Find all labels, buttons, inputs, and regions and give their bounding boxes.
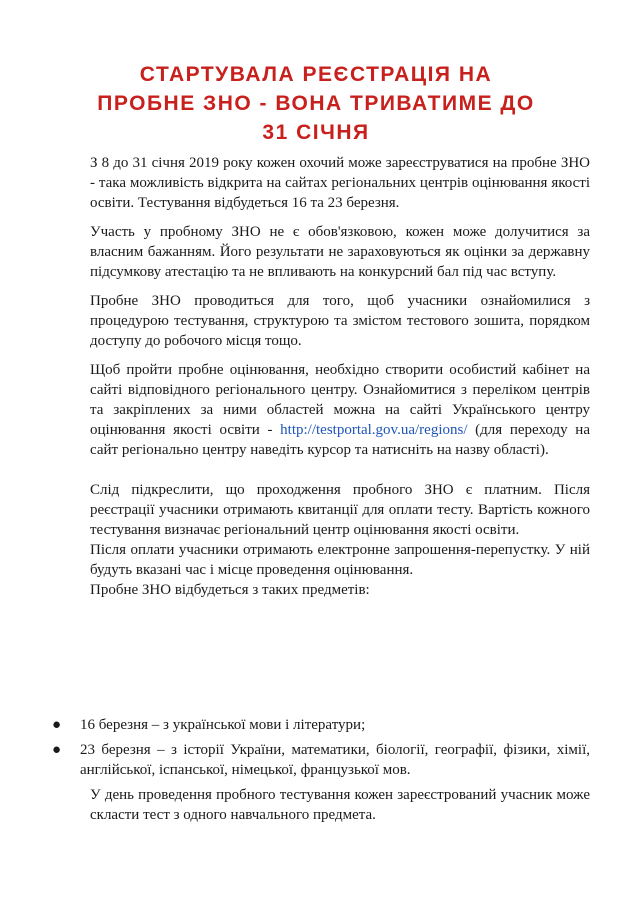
testportal-regions-link[interactable]: http://testportal.gov.ua/regions/ (280, 422, 468, 438)
list-item (52, 740, 590, 780)
bullet-icon: ● (52, 742, 62, 758)
paragraph-one-subject: У день проведення пробного тестування кожен зареєстрований учасник може скласти тест з одного навчального предмета. (90, 787, 590, 823)
paragraph-payment: Слід підкреслити, що проходження пробного ЗНО є платним. Після реєстрації учасники отримають квитанції для оплати тесту. Вартість кожного тестування визначає регіональний центр оцінювання якості освіти. (90, 482, 590, 538)
paragraph-participation: Участь у пробному ЗНО не є обов'язковою, кожен може долучитися за власним бажанням. Його результати не зараховуються як оцінки за державну підсумкову атестацію та не впливають на конкурсний бал під час вступу. (90, 224, 590, 280)
list-item-text: 16 березня – з української мови і літератури; (80, 717, 366, 733)
article-title: СТАРТУВАЛА РЕЄСТРАЦІЯ НА ПРОБНЕ ЗНО - ВОНА ТРИВАТИМЕ ДО 31 СІЧНЯ (97, 63, 535, 144)
paragraph-how-to-register (90, 360, 590, 460)
paragraph-invitation: Після оплати учасники отримають електронне запрошення-перепустку. У ній будуть вказані час і місце проведення оцінювання. (90, 542, 590, 578)
bullet-icon: ● (52, 717, 62, 733)
paragraph-how-to-register-note: (для переходу на сайт регіонально центру наведіть курсор та натисніть на назву області). (90, 422, 590, 458)
subjects-list (52, 715, 590, 825)
paragraph-registration-dates: З 8 до 31 січня 2019 року кожен охочий може зареєструватися на пробне ЗНО - така можливість відкрита на сайтах регіональних центрів оцінювання якості освіти. Тестування відбудеться 16 та 23 березня. (90, 155, 590, 211)
list-item (52, 715, 590, 735)
paragraph-how-to-register-text: Щоб пройти пробне оцінювання, необхідно створити особистий кабінет на сайті відповідного регіонального центру. Ознайомитися з переліком центрів та закріплених за ними областей можна на сайті Українського центру оцінювання якості освіти - (90, 362, 590, 438)
paragraph-subjects-intro: Пробне ЗНО відбудеться з таких предметів: (90, 582, 370, 598)
list-item-text: 23 березня – з історії України, математики, біології, географії, фізики, хімії, англійської, іспанської, німецької, французької мов. (80, 742, 590, 778)
article-body (90, 153, 590, 600)
paragraph-purpose: Пробне ЗНО проводиться для того, щоб учасники ознайомилися з процедурою тестування, структурою та змістом тестового зошита, порядком доступу до робочого місця тощо. (90, 293, 590, 349)
